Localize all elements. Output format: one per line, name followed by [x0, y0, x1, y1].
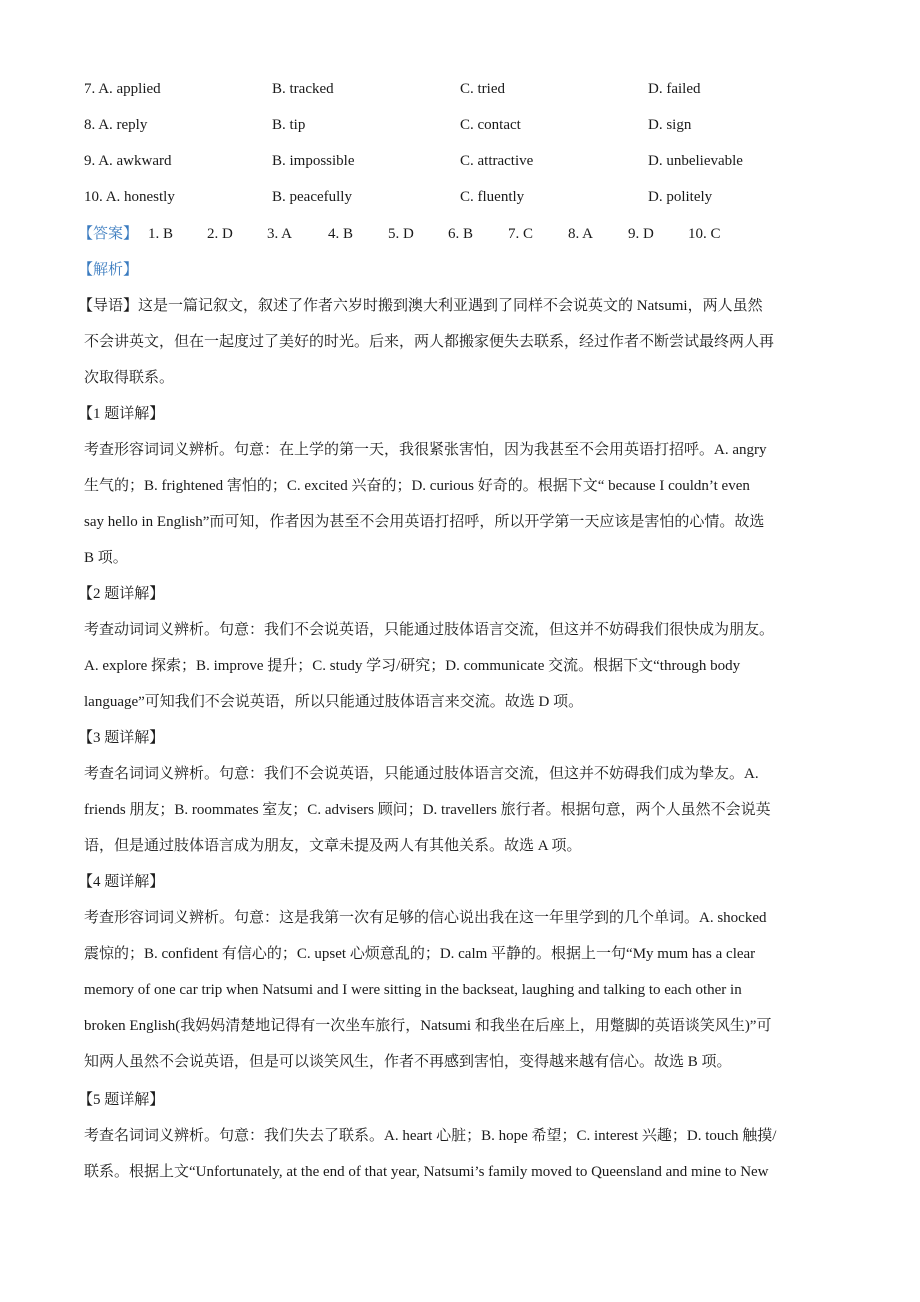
- section-title: 【4 题详解】: [78, 874, 165, 890]
- option-c: C. tried: [460, 81, 505, 97]
- text-line: 考查动词词义辨析。句意：我们不会说英语，只能通过肢体语言交流，但这并不妨碍我们很快成为朋友。: [84, 622, 775, 638]
- text-line: 次取得联系。: [84, 370, 175, 386]
- option-c: C. contact: [460, 117, 521, 133]
- option-d: D. politely: [648, 189, 713, 205]
- text-line: 考查名词词义辨析。句意：我们不会说英语，只能通过肢体语言交流，但这并不妨碍我们成为挚友。A.: [84, 766, 759, 782]
- option-c: C. fluently: [460, 189, 525, 205]
- answer-item: 2. D: [207, 226, 233, 242]
- text-line: 生气的；B. frightened 害怕的；C. excited 兴奋的；D. curious 好奇的。根据下文“ because I couldn’t even: [84, 478, 750, 494]
- section-title: 【3 题详解】: [78, 730, 165, 746]
- option-b: B. tracked: [272, 81, 334, 97]
- text-line: 考查形容词词义辨析。句意：这是我第一次有足够的信心说出我在这一年里学到的几个单词。A. shocked: [84, 910, 767, 926]
- analysis-tag: 【解析】: [78, 262, 139, 278]
- option-c: C. attractive: [460, 153, 534, 169]
- section-title: 【5 题详解】: [78, 1092, 165, 1108]
- text-line: B 项。: [84, 550, 128, 566]
- text-line: 考查名词词义辨析。句意：我们失去了联系。A. heart 心脏；B. hope 希望；C. interest 兴趣；D. touch 触摸/: [84, 1128, 777, 1144]
- text-line: A. explore 探索；B. improve 提升；C. study 学习/研究；D. communicate 交流。根据下文“through body: [84, 658, 741, 674]
- option-b: B. peacefully: [272, 189, 352, 205]
- answer-item: 6. B: [448, 226, 474, 242]
- option-d: D. failed: [648, 81, 701, 97]
- section-title: 【1 题详解】: [78, 406, 165, 422]
- option-a: 10. A. honestly: [84, 189, 175, 205]
- text-line: say hello in English”而可知，作者因为甚至不会用英语打招呼，所以开学第一天应该是害怕的心情。故选: [84, 514, 765, 530]
- option-d: D. sign: [648, 117, 692, 133]
- option-a: 8. A. reply: [84, 117, 148, 133]
- text-line: 【导语】这是一篇记叙文，叙述了作者六岁时搬到澳大利亚遇到了同样不会说英文的 Natsumi，两人虽然: [78, 298, 763, 314]
- answer-item: 9. D: [628, 226, 654, 242]
- section-title: 【2 题详解】: [78, 586, 165, 602]
- text-line: memory of one car trip when Natsumi and I were sitting in the backseat, laughing and talking to each other in: [84, 982, 742, 998]
- text-line: language”可知我们不会说英语，所以只能通过肢体语言来交流。故选 D 项。: [84, 694, 584, 710]
- text-line: 知两人虽然不会说英语，但是可以谈笑风生，作者不再感到害怕，变得越来越有信心。故选 B 项。: [84, 1054, 732, 1070]
- answer-item: 3. A: [267, 226, 293, 242]
- answer-item: 10. C: [688, 226, 721, 242]
- text-line: 语，但是通过肢体语言成为朋友，文章未提及两人有其他关系。故选 A 项。: [84, 838, 582, 854]
- answer-item: 4. B: [328, 226, 354, 242]
- option-a: 9. A. awkward: [84, 153, 172, 169]
- option-b: B. tip: [272, 117, 306, 133]
- text-line: 联系。根据上文“Unfortunately, at the end of that year, Natsumi’s family moved to Queensland and mine to New: [84, 1164, 769, 1180]
- text-line: 不会讲英文，但在一起度过了美好的时光。后来，两人都搬家便失去联系，经过作者不断尝试最终两人再: [84, 334, 775, 350]
- answer-tag: 【答案】: [78, 226, 139, 242]
- text-line: 考查形容词词义辨析。句意：在上学的第一天，我很紧张害怕，因为我甚至不会用英语打招呼。A. angry: [84, 442, 767, 458]
- answer-item: 7. C: [508, 226, 534, 242]
- answer-item: 8. A: [568, 226, 594, 242]
- option-a: 7. A. applied: [84, 81, 161, 97]
- option-d: D. unbelievable: [648, 153, 743, 169]
- text-line: broken English(我妈妈清楚地记得有一次坐车旅行，Natsumi 和我坐在后座上，用蹩脚的英语谈笑风生)”可: [84, 1018, 772, 1034]
- answer-item: 5. D: [388, 226, 414, 242]
- option-b: B. impossible: [272, 153, 355, 169]
- text-line: friends 朋友；B. roommates 室友；C. advisers 顾问；D. travellers 旅行者。根据句意，两个人虽然不会说英: [84, 802, 771, 818]
- text-line: 震惊的；B. confident 有信心的；C. upset 心烦意乱的；D. calm 平静的。根据上一句“My mum has a clear: [84, 946, 756, 962]
- answer-item: 1. B: [148, 226, 174, 242]
